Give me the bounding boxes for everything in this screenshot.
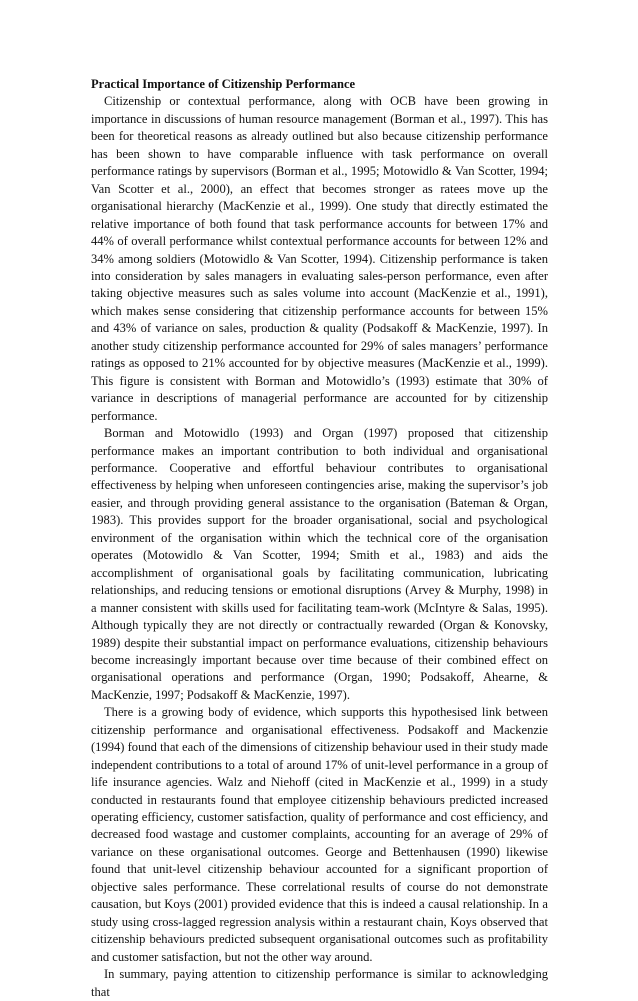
- section-heading: Practical Importance of Citizenship Performance: [91, 77, 356, 91]
- document-page: [91, 76, 548, 1001]
- paragraph-summary: In summary, paying attention to citizenship performance is similar to acknowledging that: [91, 967, 548, 999]
- paragraph-contribution: Borman and Motowidlo (1993) and Organ (1997) proposed that citizenship performance makes an important contribution to both individual and organisational performance. Cooperative and effortful behaviour contributes to organisational effectiveness by helping when unforeseen contingencies arise, making the supervisor’s job easier, and through providing general assistance to the organisation (Bateman & Organ, 1983). This provides support for the broader organisational, social and psychological environment of the organisation within which the technical core of the organisation operates (Motowidlo & Van Scotter, 1994; Smith et al., 1983) and aids the accomplishment of organisational goals by facilitating communication, lubricating relationships, and reducing tensions or emotional disruptions (Arvey & Murphy, 1998) in a manner consistent with skills used for facilitating team-work (McIntyre & Salas, 1995). Although typically they are not directly or contractually rewarded (Organ & Konovsky, 1989) despite their substantial impact on performance evaluations, citizenship behaviours become increasingly important because over time because of their combined effect on organisational operations and performance (Organ, 1990; Podsakoff, Ahearne, & MacKenzie, 1997; Podsakoff & MacKenzie, 1997).: [91, 426, 548, 702]
- paragraph-evidence: There is a growing body of evidence, which supports this hypothesised link between citizenship performance and organisational effectiveness. Podsakoff and Mackenzie (1994) found that each of the dimensions of citizenship behaviour used in their study made independent contributions to a total of around 17% of unit-level performance in a group of life insurance agencies. Walz and Niehoff (cited in MacKenzie et al., 1999) in a study conducted in restaurants found that employee citizenship behaviours predicted increased operating efficiency, customer satisfaction, quality of performance and cost efficiency, and decreased food wastage and customer complaints, accounting for an average of 29% of variance on these organisational outcomes. George and Bettenhausen (1990) likewise found that unit-level citizenship behaviour accounted for a significant proportion of objective sales performance. These correlational results of course do not demonstrate causation, but Koys (2001) provided evidence that this is indeed a causal relationship. In a study using cross-lagged regression analysis within a restaurant chain, Koys observed that citizenship behaviours predicted subsequent organisational outcomes such as profitability and customer satisfaction, but not the other way around.: [91, 705, 548, 964]
- paragraph-importance: Citizenship or contextual performance, along with OCB have been growing in importance in discussions of human resource management (Borman et al., 1997). This has been for theoretical reasons as already outlined but also because citizenship performance has been shown to have comparable influence with task performance on overall performance ratings by supervisors (Borman et al., 1995; Motowidlo & Van Scotter, 1994; Van Scotter et al., 2000), an effect that becomes stronger as ratees move up the organisational hierarchy (MacKenzie et al., 1999). One study that directly estimated the relative importance of both found that task performance accounts for between 17% and 44% of overall performance whilst contextual performance accounts for between 12% and 34% among soldiers (Motowidlo & Van Scotter, 1994). Citizenship performance is taken into consideration by sales managers in evaluating sales-person performance, even after taking objective measures such as sales volume into account (MacKenzie et al., 1991), which makes sense considering that citizenship performance accounts for between 15% and 43% of variance on sales, production & quality (Podsakoff & MacKenzie, 1997). In another study citizenship performance accounted for 29% of sales managers’ performance ratings as opposed to 21% accounted for by objective measures (MacKenzie et al., 1999). This figure is consistent with Borman and Motowidlo’s (1993) estimate that 30% of variance in descriptions of managerial performance are accounted for by citizenship performance.: [91, 94, 548, 423]
